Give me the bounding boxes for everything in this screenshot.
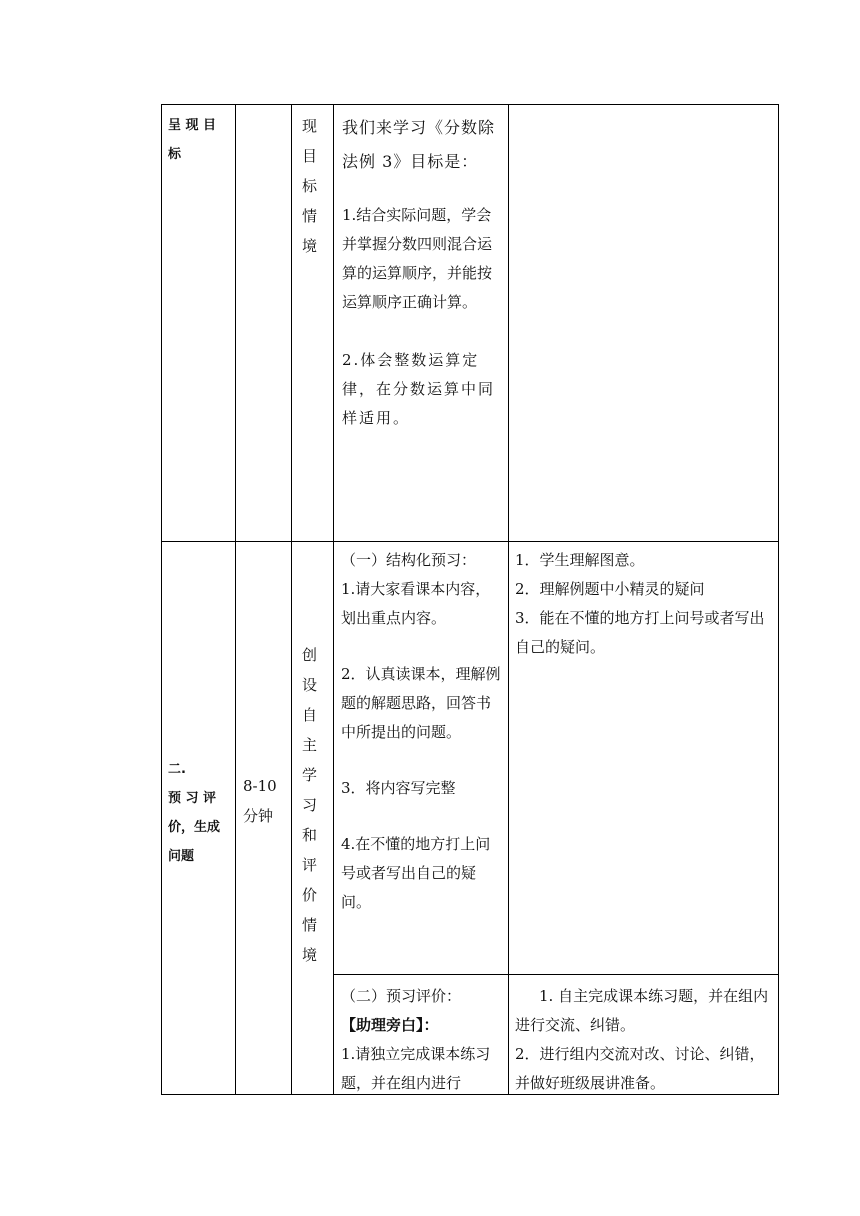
section-heading: （一）结构化预习： bbox=[341, 551, 477, 569]
goal-intro: 我们来学习《分数除法例 3》目标是： bbox=[342, 118, 496, 171]
preview-teacher-activity bbox=[341, 546, 503, 917]
preview-item-4: 4.在不懂的地方打上问号或者写出自己的疑问。 bbox=[341, 835, 491, 911]
table-top-border bbox=[161, 104, 779, 105]
column-divider bbox=[333, 104, 334, 1095]
column-divider bbox=[291, 104, 292, 1095]
subrow-divider bbox=[333, 974, 779, 975]
preview-item-3: 3．将内容写完整 bbox=[341, 779, 456, 797]
column-divider bbox=[235, 104, 236, 1095]
stage-label bbox=[168, 755, 232, 871]
stage-title: 预 习 评 价，生成问题 bbox=[168, 791, 221, 864]
column-divider bbox=[508, 104, 509, 1095]
stage-label: 呈 现 目 标 bbox=[168, 118, 217, 162]
scenario-label: 现目标情境 bbox=[302, 117, 318, 255]
assistant-aside: 【助理旁白】： bbox=[341, 1016, 439, 1034]
scenario-label: 创设自主学习和评价情境 bbox=[302, 646, 318, 964]
goal-item-1: 1.结合实际问题，学会并掌握分数四则混合运算的运算顺序，并能按运算顺序正确计算。 bbox=[342, 206, 493, 311]
section-heading: （二）预习评价： bbox=[341, 987, 462, 1005]
student-item-2: 2．进行组内交流对改、讨论、纠错，并做好班级展讲准备。 bbox=[515, 1045, 765, 1092]
time-label: 8-10分钟 bbox=[243, 777, 277, 825]
preview-item-2: 2．认真读课本，理解例题的解题思路，回答书中所提出的问题。 bbox=[341, 665, 501, 741]
student-item-3: 3．能在不懂的地方打上问号或者写出自己的疑问。 bbox=[515, 609, 765, 656]
student-item-2: 2．理解例题中小精灵的疑问 bbox=[515, 580, 705, 598]
row-divider bbox=[161, 541, 779, 542]
table-left-border bbox=[161, 104, 162, 1095]
evaluation-teacher-activity bbox=[341, 982, 503, 1098]
teacher-activity bbox=[342, 111, 502, 433]
student-item-1: 1．学生理解图意。 bbox=[515, 551, 645, 569]
stage-number: 二. bbox=[168, 762, 186, 777]
evaluation-student-activity bbox=[515, 982, 773, 1098]
preview-student-activity bbox=[515, 546, 773, 662]
evaluation-item-1: 1.请独立完成课本练习题，并在组内进行 bbox=[341, 1045, 491, 1092]
goal-item-2: 2.体会整数运算定律，在分数运算中同样适用。 bbox=[342, 351, 496, 427]
student-item-1: 1. 自主完成课本练习题，并在组内进行交流、纠错。 bbox=[515, 987, 769, 1034]
table-right-border bbox=[778, 104, 779, 1095]
preview-item-1: 1.请大家看课本内容，划出重点内容。 bbox=[341, 580, 491, 627]
